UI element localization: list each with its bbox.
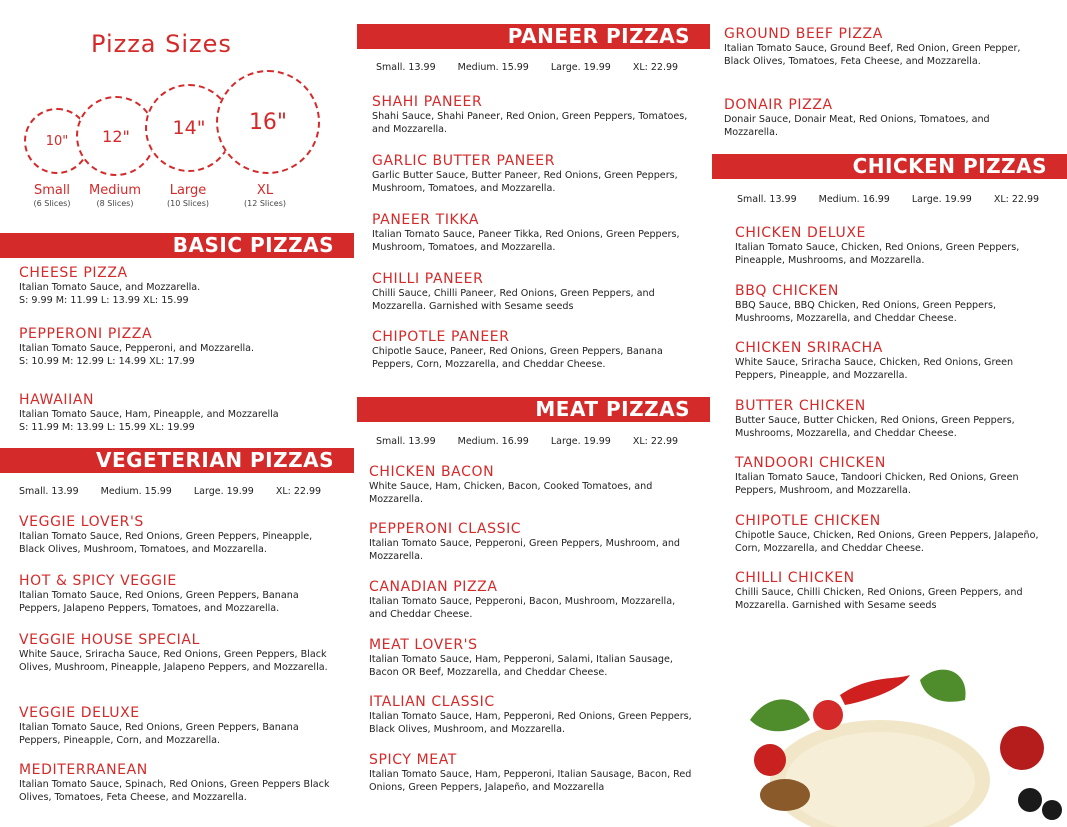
- item-name: PEPPERONI CLASSIC: [369, 521, 522, 537]
- menu-item-chicken-deluxe: [735, 225, 1053, 267]
- meat-size-prices: [376, 436, 700, 447]
- item-desc: Italian Tomato Sauce, Tandoori Chicken, Red Onions, Green Peppers, Mushroom, and Mozzarella.: [735, 472, 1019, 496]
- sauce-bowl-icon: [1000, 726, 1044, 770]
- paneer-pizzas-banner: PANEER PIZZAS: [357, 24, 710, 49]
- item-price: S: 11.99 M: 13.99 L: 15.99 XL: 19.99: [19, 422, 195, 433]
- black-olive-icon: [1018, 788, 1042, 812]
- item-desc: Butter Sauce, Butter Chicken, Red Onions, Green Peppers, Mushrooms, Mozzarella, and Cheddar Cheese.: [735, 415, 1015, 439]
- pizza-dough-illustration: [730, 660, 1067, 827]
- menu-item-hawaiian: [19, 392, 349, 434]
- price-xl: XL: 22.99: [632, 436, 679, 447]
- basil-leaf-right: [920, 670, 966, 702]
- tomato-icon: [813, 700, 843, 730]
- item-name: SPICY MEAT: [369, 752, 457, 768]
- size-label-small: Small: [33, 183, 71, 198]
- price-large: Large. 19.99: [193, 486, 254, 497]
- item-desc: Chipotle Sauce, Chicken, Red Onions, Green Peppers, Jalapeño, Corn, Mozzarella, and Cheddar Cheese.: [735, 530, 1039, 554]
- price-large: Large. 19.99: [550, 62, 611, 73]
- menu-item-pepperoni-pizza: [19, 326, 349, 368]
- menu-item-meat-lovers: [369, 637, 694, 679]
- item-name: VEGGIE LOVER'S: [19, 514, 144, 530]
- menu-item-chicken-bacon: [369, 464, 694, 506]
- item-desc: Italian Tomato Sauce, Pepperoni, Bacon, Mushroom, Mozzarella, and Cheddar Cheese.: [369, 596, 676, 620]
- item-name: ITALIAN CLASSIC: [369, 694, 495, 710]
- item-name: MEDITERRANEAN: [19, 762, 148, 778]
- item-desc: Italian Tomato Sauce, and Mozzarella.: [19, 282, 201, 293]
- paneer-size-prices: [376, 62, 700, 73]
- item-name: CHICKEN SRIRACHA: [735, 340, 883, 356]
- menu-item-donair-pizza: [724, 97, 1034, 139]
- menu-item-pepperoni-classic: [369, 521, 694, 563]
- size-label-xl: XL: [256, 183, 274, 198]
- size-circle-large-label: 14": [172, 117, 206, 139]
- price-xl: XL: 22.99: [993, 194, 1040, 205]
- item-desc: Italian Tomato Sauce, Ham, Pepperoni, Red Onions, Green Peppers, Black Olives, Mushroom, and Mozzarella.: [369, 711, 692, 735]
- item-name: BUTTER CHICKEN: [735, 398, 866, 414]
- item-name: SHAHI PANEER: [372, 94, 483, 110]
- item-name: DONAIR PIZZA: [724, 97, 833, 113]
- size-circle-medium: [76, 96, 156, 176]
- chicken-pizzas-banner: CHICKEN PIZZAS: [712, 154, 1067, 179]
- menu-item-chipotle-paneer: [372, 329, 694, 371]
- basic-pizzas-banner: BASIC PIZZAS: [0, 233, 354, 258]
- menu-item-chicken-sriracha: [735, 340, 1053, 382]
- item-name: CHIPOTLE CHICKEN: [735, 513, 881, 529]
- menu-item-shahi-paneer: [372, 94, 694, 136]
- item-name: GROUND BEEF PIZZA: [724, 26, 883, 42]
- size-circle-small-label: 10": [45, 133, 69, 149]
- item-desc: White Sauce, Sriracha Sauce, Red Onions, Green Peppers, Black Olives, Mushroom, Pineapple, Jalapeno Peppers, and Mozzarella.: [19, 649, 328, 673]
- peppercorn-spoon-icon: [760, 779, 810, 811]
- red-chilli-icon: [840, 675, 910, 705]
- item-desc: Italian Tomato Sauce, Spinach, Red Onions, Green Peppers Black Olives, Tomatoes, Feta Cheese, and Mozzarella.: [19, 779, 330, 803]
- size-circle-xl-label: 16": [248, 109, 288, 135]
- size-circle-medium-label: 12": [102, 126, 130, 146]
- item-name: PANEER TIKKA: [372, 212, 480, 228]
- item-desc: Italian Tomato Sauce, Pepperoni, Green Peppers, Mushroom, and Mozzarella.: [369, 538, 680, 562]
- menu-item-chilli-chicken: [735, 570, 1053, 612]
- menu-item-veggie-lovers: [19, 514, 341, 556]
- price-xl: XL: 22.99: [275, 486, 322, 497]
- item-name: GARLIC BUTTER PANEER: [372, 153, 556, 169]
- menu-item-tandoori-chicken: [735, 455, 1025, 497]
- item-name: HAWAIIAN: [19, 392, 95, 408]
- price-small: Small. 13.99: [737, 194, 797, 205]
- menu-item-canadian-pizza: [369, 579, 694, 621]
- size-slices-large: (10 Slices): [167, 199, 209, 208]
- item-desc: Shahi Sauce, Shahi Paneer, Red Onion, Green Peppers, Tomatoes, and Mozzarella.: [372, 111, 688, 135]
- item-desc: Italian Tomato Sauce, Red Onions, Green Peppers, Banana Peppers, Jalapeno Peppers, Tomatoes, and Mozzarella.: [19, 590, 299, 614]
- price-medium: Medium. 16.99: [457, 436, 529, 447]
- meat-pizzas-banner: MEAT PIZZAS: [357, 397, 710, 422]
- item-desc: Italian Tomato Sauce, Red Onions, Green Peppers, Pineapple, Black Olives, Mushroom, Tomatoes, and Mozzarella.: [19, 531, 313, 555]
- item-desc: Chipotle Sauce, Paneer, Red Onions, Green Peppers, Banana Peppers, Corn, Mozzarella, and Cheddar Cheese.: [372, 346, 663, 370]
- item-name: VEGGIE DELUXE: [19, 705, 140, 721]
- menu-item-veggie-deluxe: [19, 705, 341, 747]
- item-desc: Donair Sauce, Donair Meat, Red Onions, Tomatoes, and Mozzarella.: [724, 114, 990, 138]
- vegetarian-size-prices: [19, 486, 343, 497]
- size-label-large: Large: [169, 183, 207, 198]
- menu-item-hot-spicy-veggie: [19, 573, 341, 615]
- item-name: CANADIAN PIZZA: [369, 579, 498, 595]
- item-name: CHILLI CHICKEN: [735, 570, 855, 586]
- menu-item-garlic-butter-paneer: [372, 153, 694, 195]
- item-name: TANDOORI CHICKEN: [735, 455, 886, 471]
- menu-item-veggie-house-special: [19, 632, 341, 674]
- item-desc: White Sauce, Ham, Chicken, Bacon, Cooked Tomatoes, and Mozzarella.: [369, 481, 653, 505]
- item-desc: Italian Tomato Sauce, Pepperoni, and Mozzarella.: [19, 343, 255, 354]
- price-medium: Medium. 15.99: [100, 486, 172, 497]
- size-circle-xl: [216, 70, 320, 174]
- basil-leaf-left: [750, 699, 810, 731]
- price-small: Small. 13.99: [19, 486, 79, 497]
- menu-item-bbq-chicken: [735, 283, 1053, 325]
- chicken-size-prices: [737, 194, 1061, 205]
- item-name: HOT & SPICY VEGGIE: [19, 573, 177, 589]
- item-name: CHICKEN DELUXE: [735, 225, 866, 241]
- menu-item-cheese-pizza: [19, 265, 349, 307]
- menu-item-mediterranean: [19, 762, 341, 804]
- item-desc: BBQ Sauce, BBQ Chicken, Red Onions, Green Peppers, Mushrooms, Mozzarella, and Cheddar Cheese.: [735, 300, 997, 324]
- item-desc: Garlic Butter Sauce, Butter Paneer, Red Onions, Green Peppers, Mushroom, Tomatoes, and Mozzarella.: [372, 170, 678, 194]
- price-medium: Medium. 15.99: [457, 62, 529, 73]
- menu-item-chilli-paneer: [372, 271, 694, 313]
- item-name: BBQ CHICKEN: [735, 283, 839, 299]
- item-name: PEPPERONI PIZZA: [19, 326, 153, 342]
- menu-item-spicy-meat: [369, 752, 694, 794]
- menu-item-butter-chicken: [735, 398, 1053, 440]
- menu-item-paneer-tikka: [372, 212, 694, 254]
- price-large: Large. 19.99: [550, 436, 611, 447]
- menu-item-ground-beef-pizza: [724, 26, 1024, 68]
- pizza-sizes-title: Pizza Sizes: [91, 30, 232, 58]
- item-desc: Chilli Sauce, Chilli Paneer, Red Onions, Green Peppers, and Mozzarella. Garnished with Sesame seeds: [372, 288, 655, 312]
- item-desc: White Sauce, Sriracha Sauce, Chicken, Red Onions, Green Peppers, Pineapple, and Mozzarella.: [735, 357, 1014, 381]
- item-name: VEGGIE HOUSE SPECIAL: [19, 632, 200, 648]
- item-name: MEAT LOVER'S: [369, 637, 478, 653]
- item-desc: Italian Tomato Sauce, Ham, Pepperoni, Italian Sausage, Bacon, Red Onions, Green Peppers, Jalapeño, and Mozzarella: [369, 769, 692, 793]
- vegetarian-pizzas-banner: VEGETERIAN PIZZAS: [0, 448, 354, 473]
- item-desc: Chilli Sauce, Chilli Chicken, Red Onions, Green Peppers, and Mozzarella. Garnished with Sesame seeds: [735, 587, 1023, 611]
- item-name: CHICKEN BACON: [369, 464, 495, 480]
- price-xl: XL: 22.99: [632, 62, 679, 73]
- item-desc: Italian Tomato Sauce, Ground Beef, Red Onion, Green Pepper, Black Olives, Tomatoes, Feta Cheese, and Mozzarella.: [724, 43, 1021, 67]
- item-price: S: 9.99 M: 11.99 L: 13.99 XL: 15.99: [19, 295, 189, 306]
- item-price: S: 10.99 M: 12.99 L: 14.99 XL: 17.99: [19, 356, 195, 367]
- price-medium: Medium. 16.99: [818, 194, 890, 205]
- item-name: CHILLI PANEER: [372, 271, 484, 287]
- black-olive-icon-2: [1042, 800, 1062, 820]
- size-label-medium: Medium: [89, 183, 141, 198]
- price-small: Small. 13.99: [376, 436, 436, 447]
- size-slices-xl: (12 Slices): [244, 199, 286, 208]
- item-desc: Italian Tomato Sauce, Paneer Tikka, Red Onions, Green Peppers, Mushroom, Tomatoes, and Mozzarella.: [372, 229, 680, 253]
- size-slices-medium: (8 Slices): [96, 199, 134, 208]
- item-name: CHIPOTLE PANEER: [372, 329, 510, 345]
- cherry-tomato-icon: [754, 744, 786, 776]
- item-desc: Italian Tomato Sauce, Ham, Pineapple, and Mozzarella: [19, 409, 279, 420]
- size-slices-small: (6 Slices): [33, 199, 71, 208]
- item-desc: Italian Tomato Sauce, Chicken, Red Onions, Green Peppers, Pineapple, Mushrooms, and Mozzarella.: [735, 242, 1020, 266]
- price-large: Large. 19.99: [911, 194, 972, 205]
- menu-item-italian-classic: [369, 694, 694, 736]
- item-name: CHEESE PIZZA: [19, 265, 128, 281]
- item-desc: Italian Tomato Sauce, Ham, Pepperoni, Salami, Italian Sausage, Bacon OR Beef, Mozzarella, and Cheddar Cheese.: [369, 654, 673, 678]
- menu-item-chipotle-chicken: [735, 513, 1053, 555]
- item-desc: Italian Tomato Sauce, Red Onions, Green Peppers, Banana Peppers, Pineapple, Corn, and Mozzarella.: [19, 722, 299, 746]
- price-small: Small. 13.99: [376, 62, 436, 73]
